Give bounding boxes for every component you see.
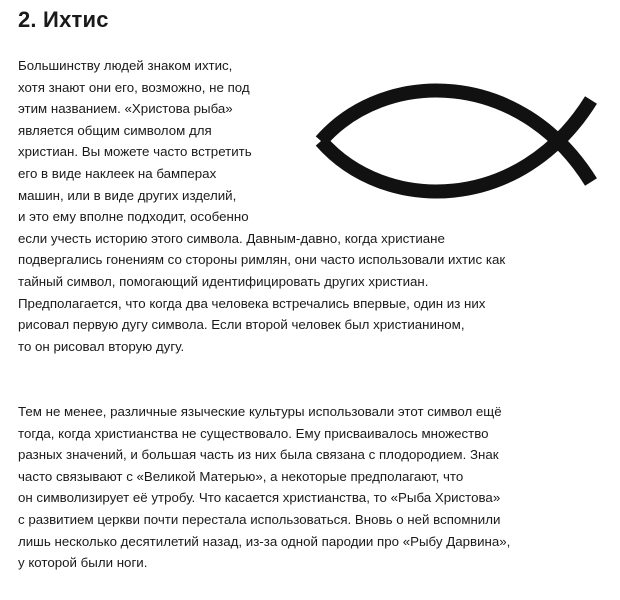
paragraph-line: он символизирует её утробу. Что касается христианства, то «Рыба Христова» <box>18 490 501 506</box>
paragraph-line: тогда, когда христианства не существовало. Ему присваивалось множество <box>18 425 489 441</box>
paragraph-line: является общим символом для <box>18 122 212 138</box>
paragraph-line: часто связывают с «Великой Матерью», а некоторые предполагают, что <box>18 468 464 484</box>
paragraph-line: лишь несколько десятилетий назад, из-за одной пародии про «Рыбу Дарвина», <box>18 533 511 549</box>
paragraph-line: хотя знают они его, возможно, не под <box>18 79 250 95</box>
paragraph-line: Тем не менее, различные языческие культуры использовали этот символ ещё <box>18 404 502 419</box>
article-heading: 2. Ихтис <box>18 7 109 32</box>
paragraph-line: Большинству людей знаком ихтис, <box>18 58 233 73</box>
paragraph-line: у которой были ноги. <box>18 555 148 571</box>
article <box>18 0 608 600</box>
paragraph-line: машин, или в виде других изделий, <box>18 187 237 203</box>
paragraph-line: его в виде наклеек на бамперах <box>18 165 217 181</box>
paragraph-line: разных значений, и большая часть из них была связана с плодородием. Знак <box>18 447 499 463</box>
paragraph-line: тайный символ, помогающий идентифицировать других христиан. <box>18 273 429 289</box>
paragraph-line: с развитием церкви почти перестала использоваться. Вновь о ней вспомнили <box>18 511 501 527</box>
paragraph-line: и это ему вполне подходит, особенно <box>18 209 249 225</box>
paragraph-line: рисовал первую дугу символа. Если второй человек был христианином, <box>18 317 465 333</box>
paragraph-line: этим названием. «Христова рыба» <box>18 101 233 117</box>
paragraph-line: Предполагается, что когда два человека встречались впервые, один из них <box>18 295 486 311</box>
paragraph-line: то он рисовал вторую дугу. <box>18 338 185 354</box>
paragraph-line: подвергались гонениям со стороны римлян, они часто использовали ихтис как <box>18 252 506 268</box>
paragraph-line: если учесть историю этого символа. Давным-давно, когда христиане <box>18 230 445 246</box>
paragraph-1 <box>18 55 505 357</box>
paragraph-2 <box>18 401 510 574</box>
paragraph-line: христиан. Вы можете часто встретить <box>18 144 252 160</box>
